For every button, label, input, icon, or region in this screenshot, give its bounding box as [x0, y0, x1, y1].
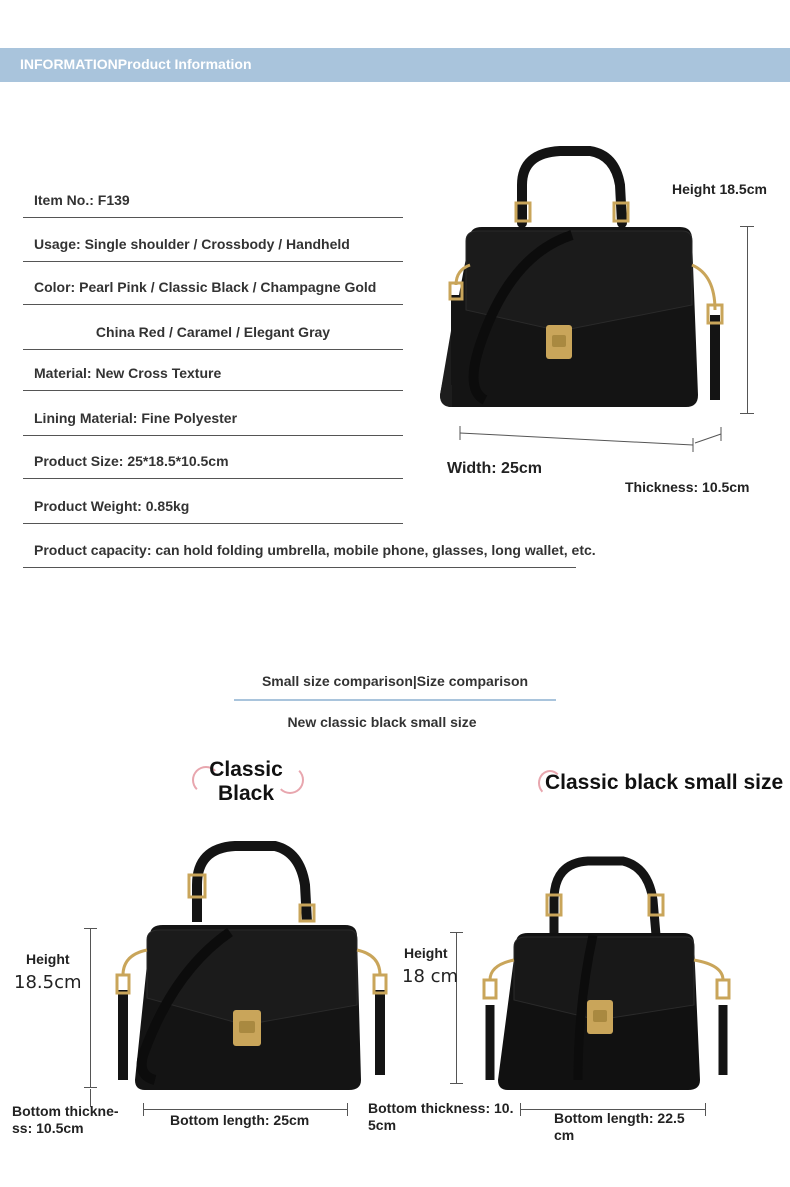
spec-item-no	[23, 175, 403, 218]
right-bottom-length: Bottom length: 22.5 cm	[554, 1110, 685, 1143]
spec-label: China Red / Caramel / Elegant Gray	[95, 324, 331, 340]
right-length-tick-left	[520, 1103, 521, 1116]
spec-lining	[23, 393, 403, 436]
left-bag-name-line2: Black	[217, 782, 275, 805]
height-dimension-tick-top	[740, 226, 754, 227]
height-dimension-tick-bottom	[740, 413, 754, 414]
spec-label: Product Size: 25*18.5*10.5cm	[34, 453, 229, 469]
left-length-line	[143, 1109, 348, 1110]
left-height-label: Height	[26, 951, 70, 967]
right-bottom-thickness: Bottom thickness: 10. 5cm	[368, 1100, 514, 1133]
main-thickness-label: Thickness: 10.5cm	[625, 479, 750, 495]
right-height-label: Height	[404, 945, 448, 961]
spec-capacity	[23, 525, 596, 568]
spec-label: Product Weight: 0.85kg	[34, 498, 190, 514]
spec-label: Usage: Single shoulder / Crossbody / Handheld	[34, 236, 350, 252]
spec-color	[23, 262, 403, 305]
spec-label: Lining Material: Fine Polyester	[34, 410, 238, 426]
height-dimension-line	[747, 226, 748, 414]
comparison-title-underline	[234, 699, 556, 701]
spec-label: Color: Pearl Pink / Classic Black / Champagne Gold	[34, 279, 377, 295]
left-length-tick-right	[347, 1103, 348, 1116]
spec-label: Material: New Cross Texture	[34, 365, 222, 381]
main-height-label: Height 18.5cm	[672, 181, 767, 197]
spec-label: Item No.: F139	[34, 192, 130, 208]
right-height-value: 18 cm	[402, 966, 459, 987]
right-height-tick-top	[450, 932, 463, 933]
left-height-tick-bottom	[84, 1087, 97, 1088]
left-bag-name-line1: Classic	[209, 758, 283, 781]
left-bag-name	[200, 758, 292, 806]
right-length-tick-right	[705, 1103, 706, 1116]
section-header-bar	[0, 48, 790, 82]
spec-material	[23, 348, 403, 391]
width-dimension-line	[455, 425, 725, 455]
handbag-classic-image	[105, 840, 405, 1090]
spec-label: Product capacity: can hold folding umbrella, mobile phone, glasses, long wallet, etc.	[34, 542, 596, 558]
main-width-label: Width: 25cm	[447, 460, 542, 477]
spec-color-continued	[23, 307, 403, 350]
right-bag-name: Classic black small size	[545, 771, 784, 794]
left-height-value: 18.5cm	[14, 972, 82, 993]
left-bottom-length: Bottom length: 25cm	[170, 1112, 310, 1128]
spec-usage	[23, 219, 403, 262]
section-header-title: INFORMATIONProduct Information	[20, 56, 252, 72]
left-height-line	[90, 928, 91, 1088]
spec-size	[23, 436, 403, 479]
spec-weight	[23, 481, 403, 524]
right-height-tick-bottom	[450, 1083, 463, 1084]
comparison-subtitle: New classic black small size	[287, 714, 477, 730]
right-height-line	[456, 932, 457, 1084]
left-bottom-thickness: Bottom thickne- ss: 10.5cm	[12, 1103, 119, 1136]
comparison-title: Small size comparison|Size comparison	[261, 673, 529, 689]
left-height-tick-top	[84, 928, 97, 929]
handbag-small-image	[478, 855, 748, 1095]
left-length-tick-left	[143, 1103, 144, 1116]
